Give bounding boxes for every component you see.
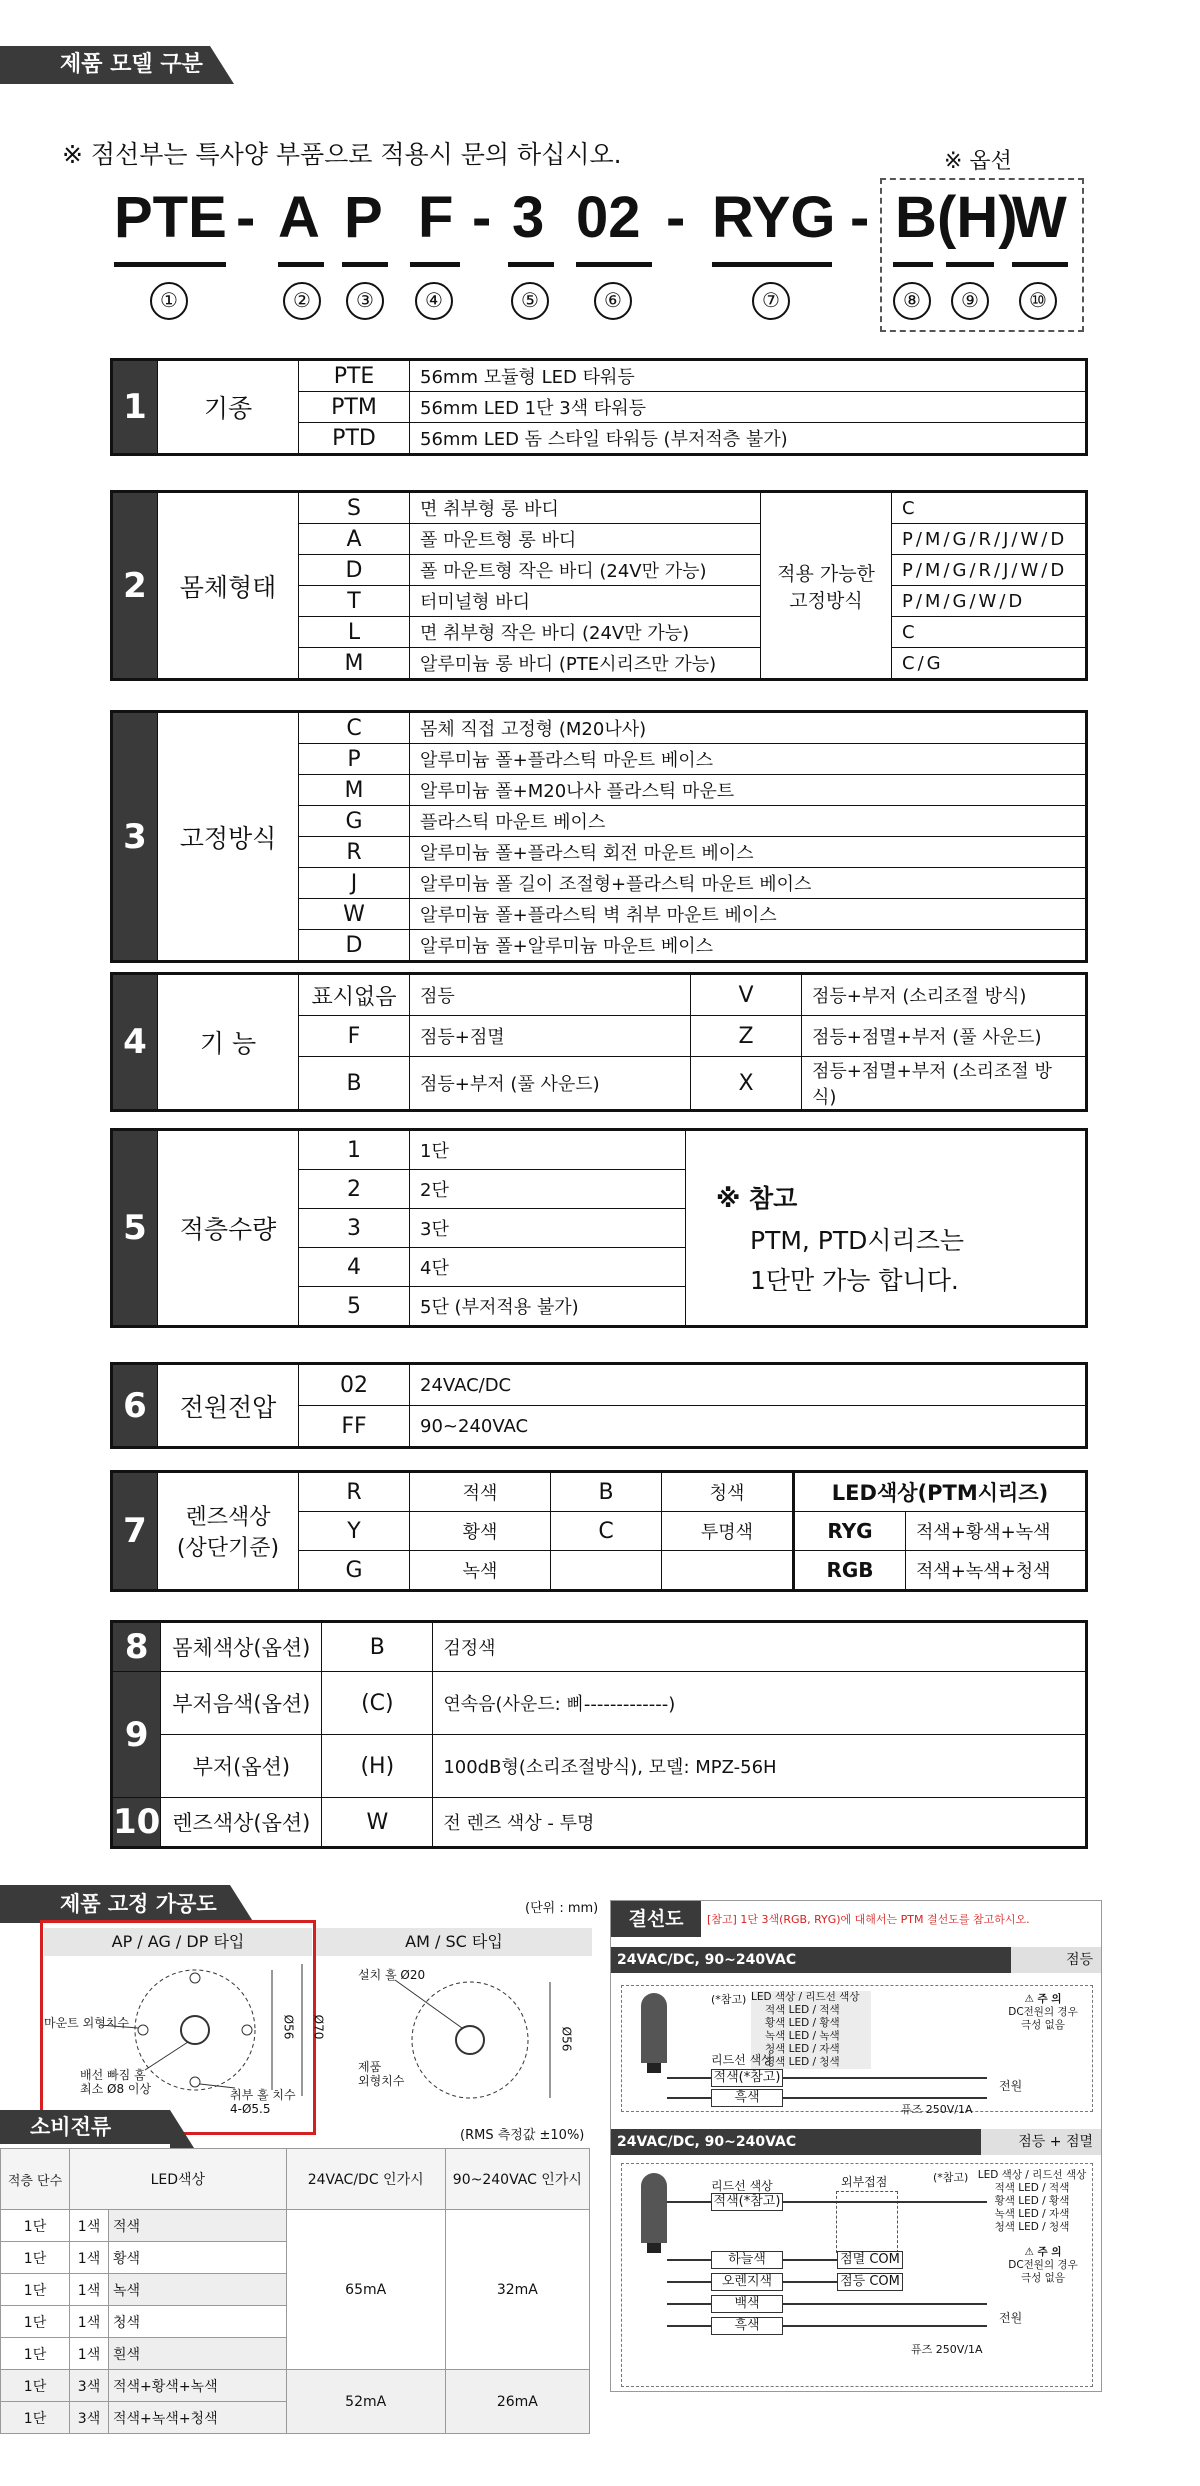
desc-cell: 점등+점멸 bbox=[410, 1016, 691, 1057]
desc-cell: 전 렌즈 색상 - 투명 bbox=[433, 1798, 1087, 1848]
cell: 1단 bbox=[1, 2402, 70, 2434]
code-cell: M bbox=[299, 648, 410, 680]
header-cell: 적층 단수 bbox=[1, 2149, 70, 2210]
lamp-icon bbox=[641, 2173, 667, 2243]
code-underline bbox=[712, 262, 832, 267]
cell: 흰색 bbox=[109, 2338, 287, 2370]
code-cell: PTE bbox=[299, 360, 410, 392]
cell: 1색 bbox=[70, 2210, 109, 2242]
ext-label: 외부접점 bbox=[841, 2175, 888, 2189]
code-part: PTE bbox=[114, 185, 227, 250]
fuse-label: 퓨즈 250V/1A bbox=[901, 2103, 973, 2116]
desc-cell: 알루미늄 폴+M20나사 플라스틱 마운트 bbox=[410, 775, 1087, 806]
code-cell: (H) bbox=[322, 1735, 433, 1798]
row-label: 몸체형태 bbox=[158, 492, 299, 680]
value-cell: 26mA bbox=[445, 2370, 589, 2434]
a-outer-label: 마운트 외형치수 bbox=[44, 2016, 129, 2030]
code-cell: RGB bbox=[794, 1551, 906, 1591]
cell: 3색 bbox=[70, 2402, 109, 2434]
desc-cell: 알루미늄 폴 길이 조절형+플라스틱 마운트 베이스 bbox=[410, 868, 1087, 899]
code-cell: G bbox=[299, 1551, 410, 1591]
cell: 적색+녹색+청색 bbox=[109, 2402, 287, 2434]
row-label: 기종 bbox=[158, 360, 299, 455]
code-cell: D bbox=[299, 555, 410, 586]
circle-num: ⑤ bbox=[511, 282, 549, 320]
cell: 3색 bbox=[70, 2370, 109, 2402]
lamp-base-icon bbox=[647, 2243, 661, 2253]
desc-cell: 56mm 모듈형 LED 타워등 bbox=[410, 360, 1087, 392]
cell: 적색 bbox=[109, 2210, 287, 2242]
desc-cell: 적색+황색+녹색 bbox=[906, 1512, 1087, 1551]
row-label: 기 능 bbox=[158, 974, 299, 1111]
note-line: PTM, PTD시리즈는 bbox=[750, 1226, 965, 1255]
desc-cell: 폴 마운트형 롱 바디 bbox=[410, 524, 761, 555]
code-cell: C bbox=[551, 1512, 662, 1551]
section-title-model: 제품 모델 구분 bbox=[0, 46, 210, 84]
code-cell: L bbox=[299, 617, 410, 648]
a-hole-label bbox=[230, 2088, 296, 2116]
fix-cell: P/M/G/W/D bbox=[892, 586, 1087, 617]
wiring-title: 결선도 bbox=[611, 1901, 701, 1937]
cell: 1단 bbox=[1, 2274, 70, 2306]
wire-label: 흑색 bbox=[711, 2089, 783, 2107]
mount-hole bbox=[242, 2025, 252, 2035]
table-body-type bbox=[110, 490, 1088, 681]
row-label: 몸체색상(옵션) bbox=[161, 1622, 322, 1672]
label-line: 취부 홀 치수 bbox=[230, 2088, 296, 2102]
code-cell: Z bbox=[691, 1016, 802, 1057]
desc-cell bbox=[662, 1551, 794, 1591]
b-d56: Ø56 bbox=[559, 2026, 574, 2052]
desc-cell: 알루미늄 폴+플라스틱 벽 취부 마운트 베이스 bbox=[410, 899, 1087, 930]
desc-cell: 알루미늄 폴+플라스틱 마운트 베이스 bbox=[410, 744, 1087, 775]
com-label: 점멸 COM bbox=[837, 2251, 903, 2269]
diagram1-title: 24VAC/DC, 90~240VAC bbox=[617, 1952, 797, 1968]
wire-label: 적색(*참고) bbox=[711, 2069, 783, 2087]
caution-line: 극성 없음 bbox=[1021, 2019, 1065, 2031]
table-mount-type bbox=[110, 710, 1088, 963]
desc-cell: 녹색 bbox=[410, 1551, 551, 1591]
desc-cell: 점등+부저 (풀 사운드) bbox=[410, 1057, 691, 1111]
caution-title: ⚠ 주 의 bbox=[1024, 1993, 1062, 2005]
code-underline bbox=[278, 262, 324, 267]
fix-cell: C/G bbox=[892, 648, 1087, 680]
legend-line: 녹색 LED / 자색 bbox=[994, 2208, 1070, 2220]
code-cell: 1 bbox=[299, 1130, 410, 1170]
row-label bbox=[158, 1472, 299, 1591]
legend-line: 황색 LED / 황색 bbox=[765, 2017, 840, 2029]
circle-num: ① bbox=[150, 282, 188, 320]
power-label: 전원 bbox=[999, 2311, 1023, 2325]
b-hole-label: 설치 홀 Ø20 bbox=[358, 1968, 426, 1982]
row-number: 2 bbox=[112, 492, 158, 680]
wire-label: 흑색 bbox=[711, 2317, 783, 2335]
caution-box bbox=[1001, 2246, 1085, 2285]
table-stack bbox=[110, 1128, 1088, 1328]
code-cell: 02 bbox=[299, 1364, 410, 1406]
row-number: 7 bbox=[112, 1472, 158, 1591]
unit-label: (단위 : mm) bbox=[525, 1901, 599, 1916]
desc-cell: 적색+녹색+청색 bbox=[906, 1551, 1087, 1591]
row-label: 부저(옵션) bbox=[161, 1735, 322, 1798]
legend-line: 청색 LED / 청색 bbox=[765, 2056, 840, 2068]
code-cell: FF bbox=[299, 1406, 410, 1448]
mount-svg bbox=[40, 1960, 592, 2132]
section-title-mount: 제품 고정 가공도 bbox=[0, 1885, 230, 1923]
code-cell: Y bbox=[299, 1512, 410, 1551]
code-cell: PTD bbox=[299, 423, 410, 455]
row-number: 10 bbox=[112, 1798, 161, 1848]
cell: 1색 bbox=[70, 2306, 109, 2338]
mount-drawing-panel bbox=[40, 1920, 592, 2135]
legend-line: LED 색상 / 리드선 색상 bbox=[977, 2169, 1087, 2181]
code-cell: 5 bbox=[299, 1287, 410, 1327]
code-cell: R bbox=[299, 837, 410, 868]
legend-line: 적색 LED / 적색 bbox=[994, 2182, 1070, 2194]
legend-line: 청색 LED / 자색 bbox=[765, 2043, 840, 2055]
circle-num: ⑨ bbox=[951, 282, 989, 320]
circle-num: ⑦ bbox=[752, 282, 790, 320]
table-function bbox=[110, 972, 1088, 1112]
code-cell: J bbox=[299, 868, 410, 899]
code-cell: 4 bbox=[299, 1248, 410, 1287]
fix-label-line: 적용 가능한 bbox=[777, 562, 875, 585]
cell: 1색 bbox=[70, 2274, 109, 2306]
ref-note: (*참고) bbox=[933, 2171, 969, 2184]
code-cell: D bbox=[299, 930, 410, 962]
mount-hole bbox=[138, 2025, 148, 2035]
code-cell: 2 bbox=[299, 1170, 410, 1209]
code-cell: C bbox=[299, 712, 410, 744]
label-line: 외형치수 bbox=[358, 2074, 405, 2088]
desc-cell: 터미널형 바디 bbox=[410, 586, 761, 617]
code-part: B bbox=[895, 185, 937, 250]
row-label: 전원전압 bbox=[158, 1364, 299, 1448]
b-outer-label bbox=[358, 2060, 404, 2088]
desc-cell: 플라스틱 마운트 베이스 bbox=[410, 806, 1087, 837]
desc-cell: 황색 bbox=[410, 1512, 551, 1551]
header-cell: 90~240VAC 인가시 bbox=[445, 2149, 589, 2210]
desc-cell: 56mm LED 1단 3색 타워등 bbox=[410, 392, 1087, 423]
desc-cell: 100dB형(소리조절방식), 모델: MPZ-56H bbox=[433, 1735, 1087, 1798]
code-underline bbox=[508, 262, 554, 267]
fix-cell: C bbox=[892, 492, 1087, 524]
desc-cell: 폴 마운트형 작은 바디 (24V만 가능) bbox=[410, 555, 761, 586]
code-underline bbox=[576, 262, 652, 267]
header-cell: LED색상 bbox=[70, 2149, 287, 2210]
circle-num: ③ bbox=[346, 282, 384, 320]
mount-hole bbox=[190, 2077, 200, 2087]
code-cell: 표시없음 bbox=[299, 974, 410, 1016]
desc-cell: 점등+점멸+부저 (풀 사운드) bbox=[802, 1016, 1087, 1057]
code-cell: A bbox=[299, 524, 410, 555]
caution-box bbox=[1001, 1993, 1085, 2032]
desc-cell: 24VAC/DC bbox=[410, 1364, 1087, 1406]
wiring-panel bbox=[610, 1900, 1102, 2392]
legend-box bbox=[971, 2169, 1093, 2234]
legend-line: 적색 LED / 적색 bbox=[765, 2004, 840, 2016]
type-a-label: AP / AG / DP 타입 bbox=[44, 1928, 312, 1956]
circle-num: ⑥ bbox=[594, 282, 632, 320]
desc-cell: 점등+부저 (소리조절 방식) bbox=[802, 974, 1087, 1016]
fuse-label: 퓨즈 250V/1A bbox=[911, 2343, 983, 2356]
legend-line: LED 색상 / 리드선 색상 bbox=[751, 1991, 860, 2003]
a-d70: Ø70 bbox=[311, 2014, 326, 2040]
leader-line bbox=[145, 2042, 188, 2070]
legend-line: 청색 LED / 청색 bbox=[994, 2221, 1070, 2233]
value-cell: 52mA bbox=[286, 2370, 445, 2434]
code-cell: V bbox=[691, 974, 802, 1016]
code-underline bbox=[410, 262, 460, 267]
label-line: 4-Ø5.5 bbox=[230, 2102, 271, 2116]
code-part: (H) bbox=[937, 185, 1018, 250]
value-cell: 32mA bbox=[445, 2210, 589, 2370]
row-label: 렌즈색상(옵션) bbox=[161, 1798, 322, 1848]
code-cell: 3 bbox=[299, 1209, 410, 1248]
label-line: 제품 bbox=[358, 2060, 382, 2074]
fix-label-line: 고정방식 bbox=[789, 589, 863, 612]
row-number: 3 bbox=[112, 712, 158, 962]
wire-hole bbox=[181, 2016, 209, 2044]
mount-hole bbox=[190, 1973, 200, 1983]
lead-label: 리드선 색상 bbox=[711, 2053, 773, 2067]
cell: 청색 bbox=[109, 2306, 287, 2338]
code-cell: T bbox=[299, 586, 410, 617]
diagram2-title: 24VAC/DC, 90~240VAC bbox=[617, 2134, 797, 2150]
desc-cell: 알루미늄 롱 바디 (PTE시리즈만 가능) bbox=[410, 648, 761, 680]
code-underline bbox=[114, 262, 226, 267]
code-cell: G bbox=[299, 806, 410, 837]
code-cell: P bbox=[299, 744, 410, 775]
b-outer-circle bbox=[412, 1982, 528, 2098]
a-d56: Ø56 bbox=[281, 2014, 296, 2040]
current-table bbox=[0, 2148, 590, 2434]
table-lens-color bbox=[110, 1470, 1088, 1592]
row-number: 5 bbox=[112, 1130, 158, 1327]
desc-cell: 면 취부형 롱 바디 bbox=[410, 492, 761, 524]
wire-label: 오렌지색 bbox=[711, 2273, 783, 2291]
row-number: 4 bbox=[112, 974, 158, 1111]
fix-label bbox=[761, 492, 892, 680]
desc-cell: 4단 bbox=[410, 1248, 686, 1287]
code-cell: M bbox=[299, 775, 410, 806]
cell: 1색 bbox=[70, 2242, 109, 2274]
cell: 1단 bbox=[1, 2242, 70, 2274]
desc-cell: 연속음(사운드: 삐-------------) bbox=[433, 1672, 1087, 1735]
desc-cell: 점등 bbox=[410, 974, 691, 1016]
code-part: P bbox=[344, 185, 383, 250]
desc-cell: 2단 bbox=[410, 1170, 686, 1209]
desc-cell: 알루미늄 폴+플라스틱 회전 마운트 베이스 bbox=[410, 837, 1087, 868]
code-cell: PTM bbox=[299, 392, 410, 423]
wiring-ref: [참고] 1단 3색(RGB, RYG)에 대해서는 PTM 결선도를 참고하시오. bbox=[707, 1913, 1030, 1926]
code-part: W bbox=[1012, 185, 1067, 250]
header-cell: 24VAC/DC 인가시 bbox=[286, 2149, 445, 2210]
fix-cell: P/M/G/R/J/W/D bbox=[892, 555, 1087, 586]
cell: 녹색 bbox=[109, 2274, 287, 2306]
caution-line: DC전원의 경우 bbox=[1008, 2259, 1078, 2271]
fix-cell: P/M/G/R/J/W/D bbox=[892, 524, 1087, 555]
rms-label: (RMS 측정값 ±10%) bbox=[460, 2128, 585, 2143]
cell: 황색 bbox=[109, 2242, 287, 2274]
code-cell: B bbox=[322, 1622, 433, 1672]
code-cell: X bbox=[691, 1057, 802, 1111]
wire-label: 적색(*참고) bbox=[711, 2193, 783, 2211]
circle-num: ④ bbox=[415, 282, 453, 320]
notice-text: ※ 점선부는 특사양 부품으로 적용시 문의 하십시오. bbox=[62, 140, 622, 169]
stack-note bbox=[686, 1130, 1087, 1327]
code-part: F bbox=[418, 185, 454, 250]
b-center-hole bbox=[456, 2026, 484, 2054]
code-underline bbox=[342, 262, 388, 267]
row-number: 6 bbox=[112, 1364, 158, 1448]
code-part: A bbox=[278, 185, 320, 250]
wire-label: 백색 bbox=[711, 2295, 783, 2313]
code-cell: B bbox=[551, 1472, 662, 1512]
lamp-base-icon bbox=[647, 2063, 661, 2073]
desc-cell: 점등+점멸+부저 (소리조절 방식) bbox=[802, 1057, 1087, 1111]
code-sep: - bbox=[236, 185, 256, 250]
a-wire-label bbox=[80, 2068, 151, 2096]
led-title: LED색상(PTM시리즈) bbox=[794, 1472, 1087, 1512]
desc-cell: 투명색 bbox=[662, 1512, 794, 1551]
code-part: 02 bbox=[576, 185, 641, 250]
table-options bbox=[110, 1620, 1088, 1849]
row-number: 1 bbox=[112, 360, 158, 455]
code-cell: R bbox=[299, 1472, 410, 1512]
desc-cell: 3단 bbox=[410, 1209, 686, 1248]
desc-cell: 몸체 직접 고정형 (M20나사) bbox=[410, 712, 1087, 744]
desc-cell: 청색 bbox=[662, 1472, 794, 1512]
diagram1-mode: 점등 bbox=[1011, 1947, 1101, 1973]
code-cell: W bbox=[299, 899, 410, 930]
code-cell bbox=[551, 1551, 662, 1591]
circle-num: ② bbox=[283, 282, 321, 320]
mount-outer-circle bbox=[135, 1970, 255, 2090]
code-cell: W bbox=[322, 1798, 433, 1848]
row-label: 부저음색(옵션) bbox=[161, 1672, 322, 1735]
com-label: 점등 COM bbox=[837, 2273, 903, 2291]
code-part: RYG bbox=[712, 185, 836, 250]
row-label-line: (상단기준) bbox=[176, 1536, 280, 1561]
caution-line: DC전원의 경우 bbox=[1008, 2006, 1078, 2018]
code-sep: - bbox=[850, 185, 870, 250]
row-label: 고정방식 bbox=[158, 712, 299, 962]
caution-title: ⚠ 주 의 bbox=[1024, 2246, 1062, 2258]
row-label-line: 렌즈색상 bbox=[185, 1505, 271, 1530]
code-cell: S bbox=[299, 492, 410, 524]
code-cell: B bbox=[299, 1057, 410, 1111]
code-cell: RYG bbox=[794, 1512, 906, 1551]
desc-cell: 1단 bbox=[410, 1130, 686, 1170]
cell: 1단 bbox=[1, 2306, 70, 2338]
lead-label: 리드선 색상 bbox=[711, 2179, 773, 2193]
leader-line bbox=[395, 1980, 462, 2028]
row-number: 9 bbox=[112, 1672, 161, 1798]
cell: 1단 bbox=[1, 2338, 70, 2370]
desc-cell: 면 취부형 작은 바디 (24V만 가능) bbox=[410, 617, 761, 648]
table-model-type bbox=[110, 358, 1088, 456]
desc-cell: 56mm LED 돔 스타일 타워등 (부저적층 불가) bbox=[410, 423, 1087, 455]
code-sep: - bbox=[666, 185, 686, 250]
row-label: 적층수량 bbox=[158, 1130, 299, 1327]
power-label: 전원 bbox=[999, 2079, 1023, 2093]
legend-line: 녹색 LED / 녹색 bbox=[765, 2030, 840, 2042]
diagram2-mode: 점등 + 점멸 bbox=[981, 2129, 1101, 2155]
legend-line: 황색 LED / 황색 bbox=[994, 2195, 1070, 2207]
table-voltage bbox=[110, 1362, 1088, 1449]
note-line: 1단만 가능 합니다. bbox=[750, 1266, 959, 1295]
desc-cell: 5단 (부저적용 불가) bbox=[410, 1287, 686, 1327]
note-title: ※ 참고 bbox=[716, 1184, 798, 1213]
circle-num: ⑧ bbox=[893, 282, 931, 320]
fix-cell: C bbox=[892, 617, 1087, 648]
circle-num: ⑩ bbox=[1019, 282, 1057, 320]
type-b-label: AM / SC 타입 bbox=[405, 1932, 503, 1951]
code-part: 3 bbox=[512, 185, 545, 250]
label-line: 배선 빠짐 홈 bbox=[80, 2068, 146, 2082]
wire-label: 하늘색 bbox=[711, 2251, 783, 2269]
section-title-current: 소비전류 bbox=[0, 2110, 170, 2144]
ref-note: (*참고) bbox=[711, 1993, 747, 2006]
desc-cell: 90~240VAC bbox=[410, 1406, 1087, 1448]
code-cell: F bbox=[299, 1016, 410, 1057]
cell: 1단 bbox=[1, 2370, 70, 2402]
desc-cell: 적색 bbox=[410, 1472, 551, 1512]
cell: 1색 bbox=[70, 2338, 109, 2370]
code-cell: (C) bbox=[322, 1672, 433, 1735]
cell: 적색+황색+녹색 bbox=[109, 2370, 287, 2402]
desc-cell: 알루미늄 폴+알루미늄 마운트 베이스 bbox=[410, 930, 1087, 962]
value-cell: 65mA bbox=[286, 2210, 445, 2370]
code-sep: - bbox=[472, 185, 492, 250]
option-label: ※ 옵션 bbox=[944, 149, 1012, 174]
desc-cell: 검정색 bbox=[433, 1622, 1087, 1672]
cell: 1단 bbox=[1, 2210, 70, 2242]
label-line: 최소 Ø8 이상 bbox=[80, 2082, 152, 2096]
caution-line: 극성 없음 bbox=[1021, 2272, 1065, 2284]
lamp-icon bbox=[641, 1993, 667, 2063]
row-number: 8 bbox=[112, 1622, 161, 1672]
